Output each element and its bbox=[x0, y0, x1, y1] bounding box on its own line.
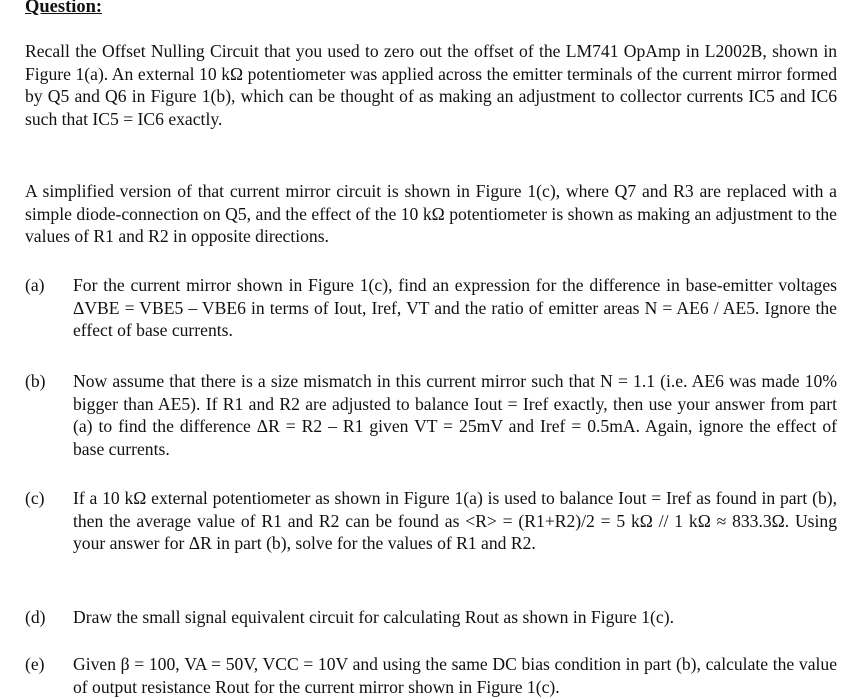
item-label: (b) bbox=[25, 371, 46, 391]
item-label: (c) bbox=[25, 488, 45, 508]
item-text: If a 10 kΩ external potentiometer as shown in Figure 1(a) is used to balance Iout = Iref as found in part (b), then the average value of R1 and R2 can be found as <R> = (R1+R2)/2 = 5 kΩ // 1 kΩ ≈ 833.3Ω. Using your answer for ΔR in part (b), solve for the values of R1 and R2. bbox=[73, 488, 837, 554]
simplified-circuit-paragraph: A simplified version of that current mirror circuit is shown in Figure 1(c), where Q7 and R3 are replaced with a simple diode-connection on Q5, and the effect of the 10 kΩ potentiometer is shown as making an adjustment to the values of R1 and R2 in opposite directions. bbox=[25, 181, 837, 247]
item-label: (d) bbox=[25, 607, 46, 627]
question-heading: Question: bbox=[25, 0, 103, 17]
item-text: Given β = 100, VA = 50V, VCC = 10V and using the same DC bias condition in part (b), calculate the value of output resistance Rout for the current mirror shown in Figure 1(c). bbox=[73, 654, 837, 697]
intro-paragraph: Recall the Offset Nulling Circuit that you used to zero out the offset of the LM741 OpAmp in L2002B, shown in Figure 1(a). An external 10 kΩ potentiometer was applied across the emitter terminals of the current mirror formed by Q5 and Q6 in Figure 1(b), which can be thought of as making an adjustment to collector currents IC5 and IC6 such that IC5 = IC6 exactly. bbox=[25, 41, 837, 130]
item-text: Now assume that there is a size mismatch in this current mirror such that N = 1.1 (i.e. AE6 was made 10% bigger than AE5). If R1 and R2 are adjusted to balance Iout = Iref exactly, then use your answer from part (a) to find the difference ΔR = R2 – R1 given VT = 25mV and Iref = 0.5mA. Again, ignore the effect of base currents. bbox=[73, 371, 837, 460]
item-text: For the current mirror shown in Figure 1(c), find an expression for the difference in base-emitter voltages ΔVBE = VBE5 – VBE6 in terms of Iout, Iref, VT and the ratio of emitter areas N = AE6 / AE5. Ignore the effect of base currents. bbox=[73, 275, 837, 341]
item-label: (e) bbox=[25, 654, 45, 674]
item-label: (a) bbox=[25, 275, 45, 295]
item-text: Draw the small signal equivalent circuit for calculating Rout as shown in Figure 1(c). bbox=[73, 607, 674, 627]
